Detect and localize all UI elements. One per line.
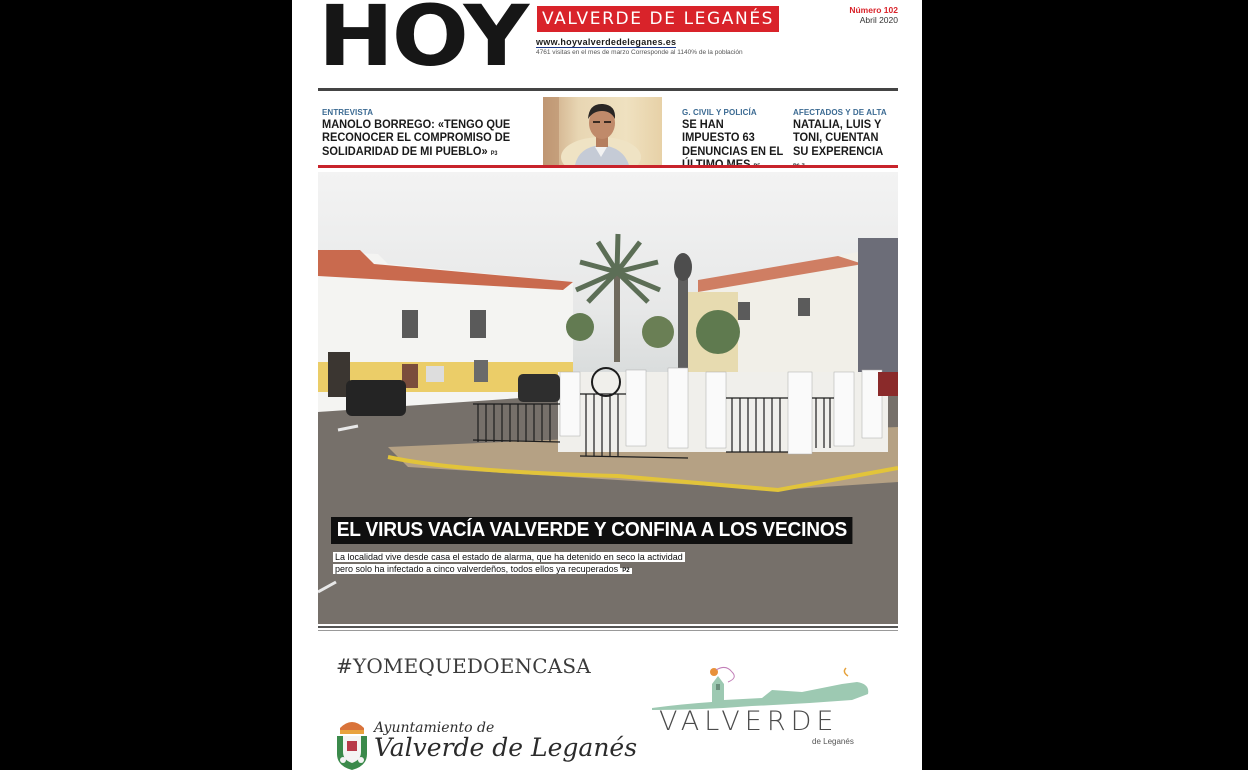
photo-bottom-divider (318, 626, 898, 628)
town-logo-subtitle: de Leganés (812, 737, 854, 746)
issue-date: Abril 2020 (859, 14, 898, 25)
ayuntamiento-name: Valverde de Leganés (374, 733, 638, 762)
teaser-headline-text: SE HAN IMPUESTO 63 DENUNCIAS EN EL (682, 116, 784, 158)
teaser-headline-text: MANOLO BORREGO: «TENGO QUE RECONOCER EL COMPROMISO DE SOLIDARIDAD DE MI PUEBLO» (322, 116, 511, 158)
page-ref: P2 (622, 568, 630, 574)
teaser-headline-text: NATALIA, LUIS Y TONI, CUENTAN SU EXPERENCIA (793, 116, 883, 158)
town-logo-wordmark: VALVERDE (659, 706, 839, 737)
visits-note: 4761 visitas en el mes de marzo Corresponde al 1140% de la población (536, 49, 743, 56)
interview-portrait-photo (543, 97, 662, 165)
teaser-headline (322, 118, 515, 162)
masthead-divider (318, 88, 898, 91)
hoy-logo: HOY (318, 0, 528, 85)
website-link[interactable]: www.hoyvalverdedeleganes.es (536, 37, 677, 47)
main-subhead (333, 551, 693, 577)
teaser-interview[interactable] (322, 109, 532, 161)
edition-badge: VALVERDE DE LEGANÉS (537, 6, 779, 32)
issue-number: Número 102 (849, 5, 898, 15)
main-subhead-text: La localidad vive desde casa el estado de alarma, que ha detenido en seco la actividad pero solo ha infectado a cinco valverdeños, todos ellos ya recuperados (335, 552, 683, 574)
issue-info (849, 6, 898, 24)
portrait-illustration (543, 97, 662, 165)
town-crest-icon (334, 716, 370, 770)
main-headline: EL VIRUS VACÍA VALVERDE Y CONFINA A LOS VECINOS (331, 517, 853, 544)
newspaper-front-page (292, 0, 922, 770)
teaser-kicker: G. CIVIL Y POLICÍA (682, 108, 757, 117)
teaser-kicker: AFECTADOS Y DE ALTA (793, 108, 887, 117)
teasers-divider (318, 165, 898, 168)
teaser-kicker: ENTREVISTA (322, 108, 374, 117)
hashtag-text: #YOMEQUEDOENCASA (336, 654, 591, 678)
ayuntamiento-label: Ayuntamiento de (374, 720, 495, 736)
photo-bottom-divider-thin (318, 630, 898, 631)
page-ref: P3 (490, 150, 498, 157)
